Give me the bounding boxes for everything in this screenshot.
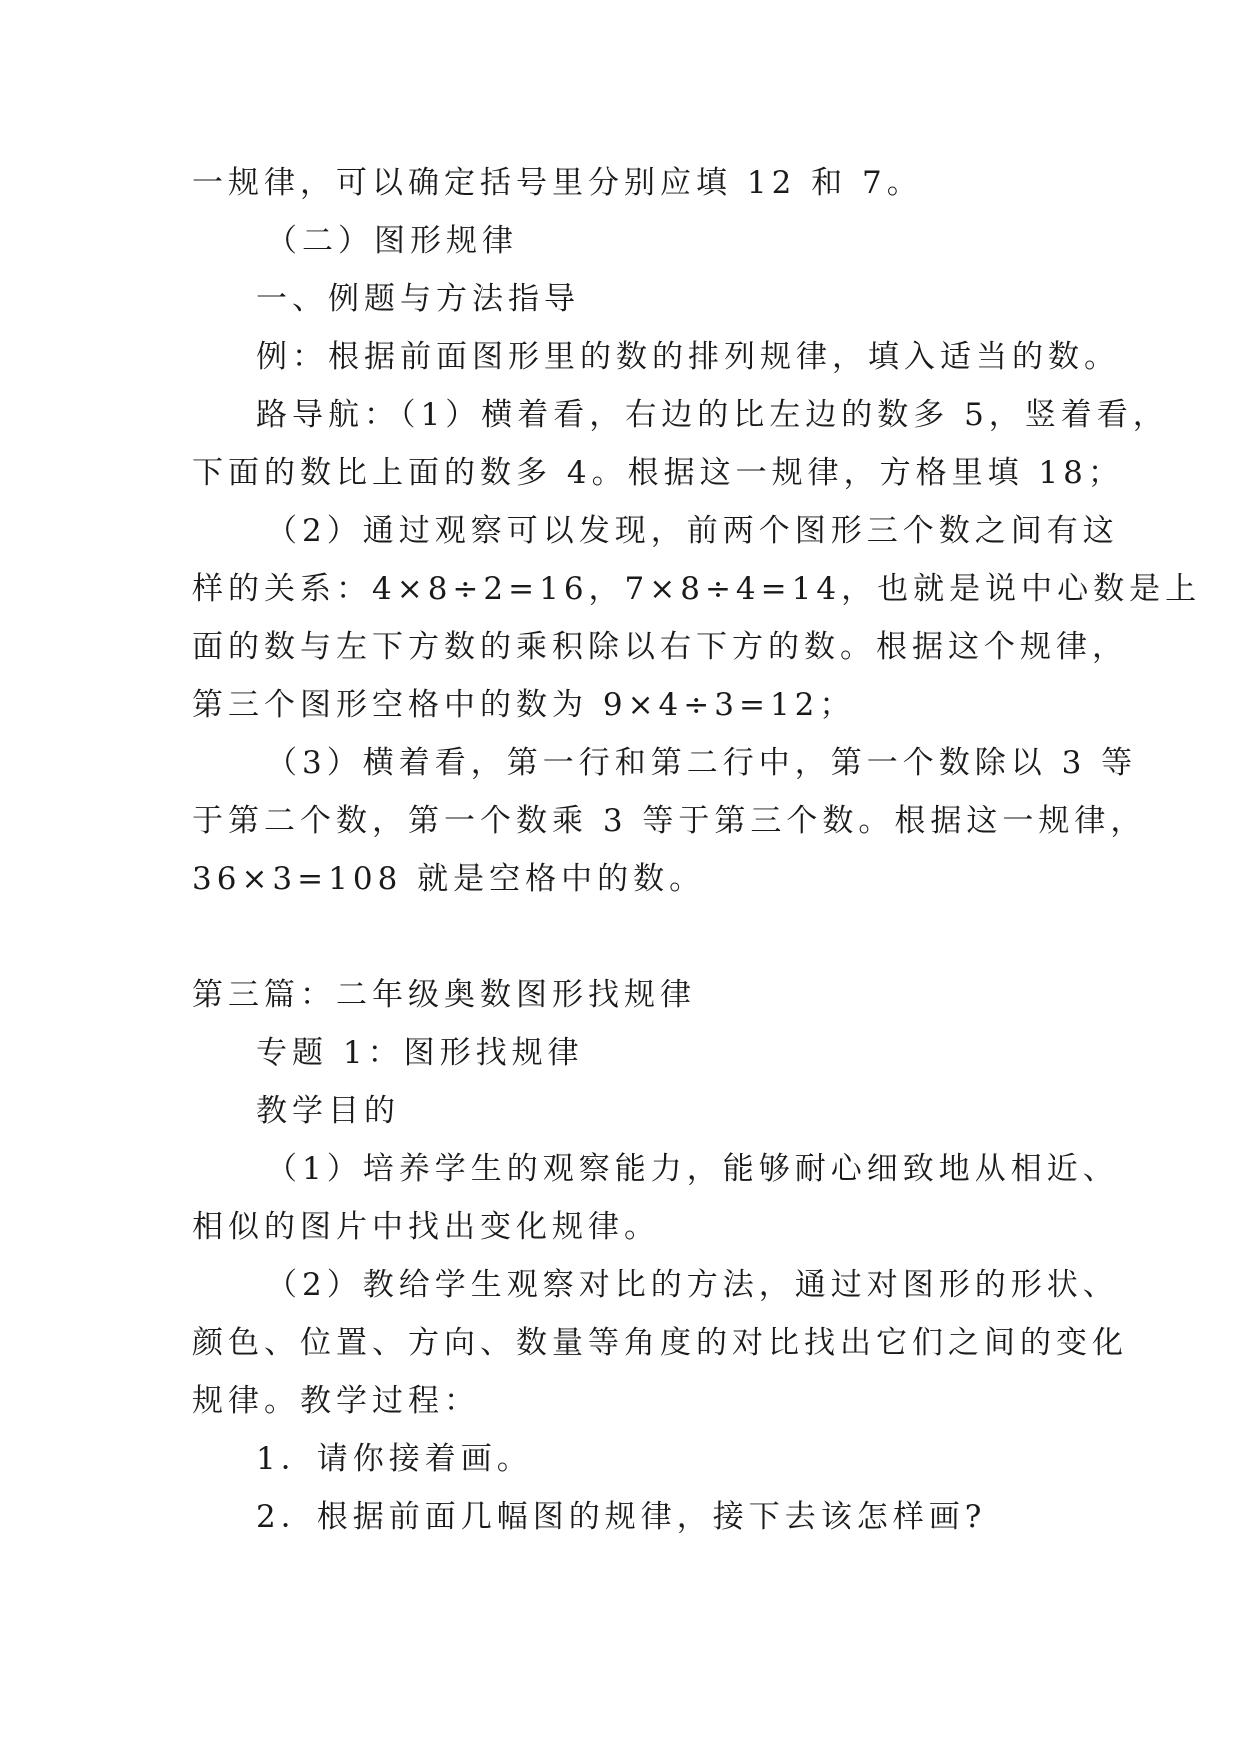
subsection-heading: 一、例题与方法指导: [256, 281, 580, 317]
text-line: 一规律，可以确定括号里分别应填 12 和 7。: [192, 165, 923, 201]
chapter-heading: 第三篇：二年级奥数图形找规律: [192, 977, 696, 1013]
text-line: 路导航：（1）横着看，右边的比左边的数多 5，竖着看，: [256, 397, 1169, 433]
text-line: （3）横着看，第一行和第二行中，第一个数除以 3 等: [266, 745, 1138, 781]
text-line: 例：根据前面图形里的数的排列规律，填入适当的数。: [256, 339, 1120, 375]
text-line: 面的数与左下方数的乘积除以右下方的数。根据这个规律，: [192, 629, 1128, 665]
text-line: 颜色、位置、方向、数量等角度的对比找出它们之间的变化: [192, 1325, 1128, 1361]
text-line: 样的关系：4×8÷2=16，7×8÷4=14，也就是说中心数是上: [192, 571, 1202, 607]
list-item: 1．请你接着画。: [256, 1441, 533, 1477]
text-line: 36×3=108 就是空格中的数。: [192, 861, 706, 897]
text-line: （1）培养学生的观察能力，能够耐心细致地从相近、: [266, 1151, 1119, 1187]
text-line: （2）通过观察可以发现，前两个图形三个数之间有这: [266, 513, 1119, 549]
text-line: 第三个图形空格中的数为 9×4÷3=12；: [192, 687, 856, 723]
section-heading: （二）图形规律: [266, 223, 518, 259]
text-line: 下面的数比上面的数多 4。根据这一规律，方格里填 18；: [192, 455, 1124, 491]
topic-heading: 专题 1：图形找规律: [256, 1035, 584, 1071]
text-line: 于第二个数，第一个数乘 3 等于第三个数。根据这一规律，: [192, 803, 1147, 839]
text-line: 规律。教学过程：: [192, 1383, 480, 1419]
text-line: 相似的图片中找出变化规律。: [192, 1209, 660, 1245]
list-item: 2．根据前面几幅图的规律，接下去该怎样画?: [256, 1499, 987, 1535]
text-line: （2）教给学生观察对比的方法，通过对图形的形状、: [266, 1267, 1119, 1303]
subsection-heading: 教学目的: [256, 1093, 400, 1129]
